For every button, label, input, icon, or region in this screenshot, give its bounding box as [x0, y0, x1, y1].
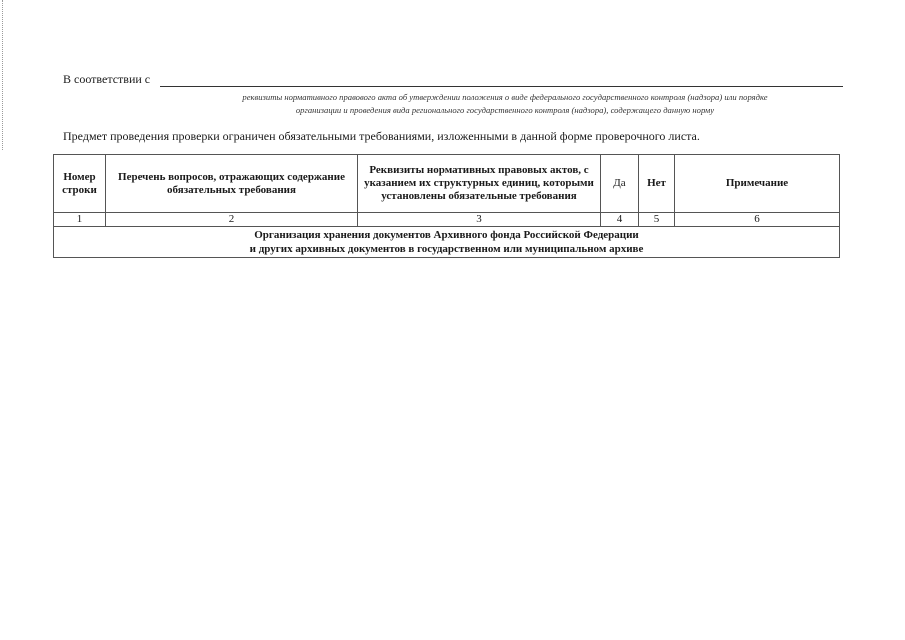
column-number: 2 [106, 213, 358, 227]
header-no: Нет [639, 155, 675, 213]
table-header-row [54, 155, 840, 213]
section-title-row [54, 227, 840, 258]
column-number: 1 [54, 213, 106, 227]
column-number: 6 [675, 213, 840, 227]
checklist-table [53, 154, 840, 258]
section-title [54, 227, 840, 258]
column-number: 4 [601, 213, 639, 227]
column-number: 5 [639, 213, 675, 227]
column-number: 3 [358, 213, 601, 227]
caption-line-1: реквизиты нормативного правового акта об утверждении положения о виде федерального государственного контроля (надзора) или порядке [242, 92, 768, 102]
fill-in-blank-line [160, 86, 843, 87]
blank-caption [165, 91, 845, 117]
header-yes: Да [601, 155, 639, 213]
header-legal-acts: Реквизиты нормативных правовых актов, с указанием их структурных единиц, которыми установлены обязательные требования [358, 155, 601, 213]
section-title-line-2: и других архивных документов в государственном или муниципальном архиве [249, 243, 644, 255]
column-number-row [54, 213, 840, 227]
caption-line-2: организации и проведения вида регионального государственного контроля (надзора), содержащего данную норму [295, 105, 715, 115]
header-questions: Перечень вопросов, отражающих содержание обязательных требования [106, 155, 358, 213]
header-row-number: Номер строки [54, 155, 106, 213]
intro-text: В соответствии с [63, 72, 151, 86]
header-note: Примечание [675, 155, 840, 213]
section-title-line-1: Организация хранения документов Архивного фонда Российской Федерации [254, 229, 639, 241]
subject-statement: Предмет проведения проверки ограничен обязательными требованиями, изложенными в данной форме проверочного листа. [63, 129, 700, 143]
page-edge-line [2, 0, 4, 150]
